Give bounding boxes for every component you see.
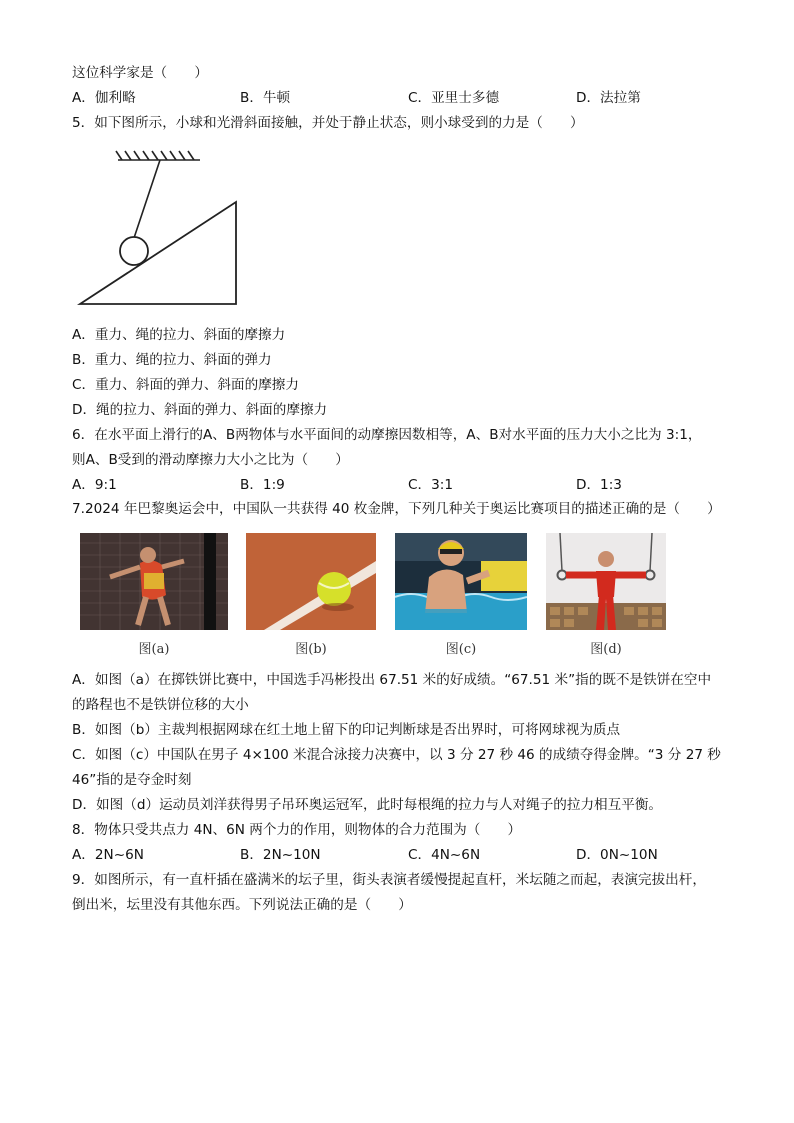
q6-option-b: B．1:9	[240, 477, 285, 493]
q5-option-b: B．重力、绳的拉力、斜面的弹力	[72, 352, 272, 368]
q8-option-a: A．2N~6N	[72, 847, 144, 863]
q4-option-a: A．伽利略	[72, 90, 136, 106]
q8-option-b: B．2N~10N	[240, 847, 321, 863]
q7-option-b: B．如图（b）主裁判根据网球在红土地上留下的印记判断球是否出界时，可将网球视为质点	[72, 722, 621, 738]
q8-stem: 8．物体只受共点力 4N、6N 两个力的作用，则物体的合力范围为（ ）	[72, 822, 522, 838]
caption-a: 图(a)	[138, 642, 170, 657]
q4-option-b: B．牛顿	[240, 90, 291, 106]
caption-b: 图(b)	[295, 642, 327, 657]
photo-rings	[546, 533, 666, 630]
q6-option-d: D．1:3	[576, 477, 622, 493]
q5-option-a: A．重力、绳的拉力、斜面的摩擦力	[72, 327, 286, 343]
q9-stem-line2: 倒出米，坛里没有其他东西。下列说法正确的是（ ）	[72, 897, 412, 913]
q8-option-c: C．4N~6N	[408, 847, 481, 863]
q5-option-d: D．绳的拉力、斜面的弹力、斜面的摩擦力	[72, 402, 328, 418]
q6-option-c: C．3:1	[408, 477, 453, 493]
incline	[80, 202, 236, 304]
q5-stem: 5．如下图所示，小球和光滑斜面接触，并处于静止状态，则小球受到的力是（ ）	[72, 115, 584, 131]
q8-option-d: D．0N~10N	[576, 847, 658, 863]
q7-option-a-line1: A．如图（a）在掷铁饼比赛中，中国选手冯彬投出 67.51 米的好成绩。“67.51 米”指的既不是铁饼在空中	[72, 672, 712, 688]
photo-discus	[80, 533, 228, 630]
q4-stem-tail: 这位科学家是（ ）	[72, 65, 208, 81]
photo-tennis	[246, 533, 376, 630]
q7-option-c-line1: C．如图（c）中国队在男子 4×100 米混合泳接力决赛中，以 3 分 27 秒 46 的成绩夺得金牌。“3 分 27 秒	[72, 747, 721, 763]
ball	[120, 237, 148, 265]
q7-option-c-line2: 46”指的是夺金时刻	[72, 772, 192, 788]
q9-stem-line1: 9．如图所示，有一直杆插在盛满米的坛子里，街头表演者缓慢提起直杆，米坛随之而起，表演完拔出杆，	[72, 872, 706, 888]
photo-swimming	[395, 533, 527, 630]
incline-diagram	[72, 144, 248, 310]
q6-option-a: A．9:1	[72, 477, 117, 493]
caption-c: 图(c)	[445, 642, 477, 657]
q4-option-d: D．法拉第	[576, 90, 641, 106]
q7-option-a-line2: 的路程也不是铁饼位移的大小	[72, 697, 249, 713]
ceiling-support	[116, 151, 200, 160]
q6-stem-line1: 6．在水平面上滑行的A、B两物体与水平面间的动摩擦因数相等，A、B对水平面的压力大小之比为 3:1，	[72, 427, 702, 443]
q7-option-d: D．如图（d）运动员刘洋获得男子吊环奥运冠军，此时每根绳的拉力与人对绳子的拉力相互平衡。	[72, 797, 663, 813]
caption-d: 图(d)	[590, 642, 622, 657]
rope	[134, 160, 160, 238]
q5-option-c: C．重力、斜面的弹力、斜面的摩擦力	[72, 377, 299, 393]
q4-option-c: C．亚里士多德	[408, 90, 500, 106]
q6-stem-line2: 则A、B受到的滑动摩擦力大小之比为（ ）	[72, 452, 349, 468]
q7-stem: 7.2024 年巴黎奥运会中，中国队一共获得 40 枚金牌，下列几种关于奥运比赛项目的描述正确的是（ ）	[72, 501, 721, 517]
